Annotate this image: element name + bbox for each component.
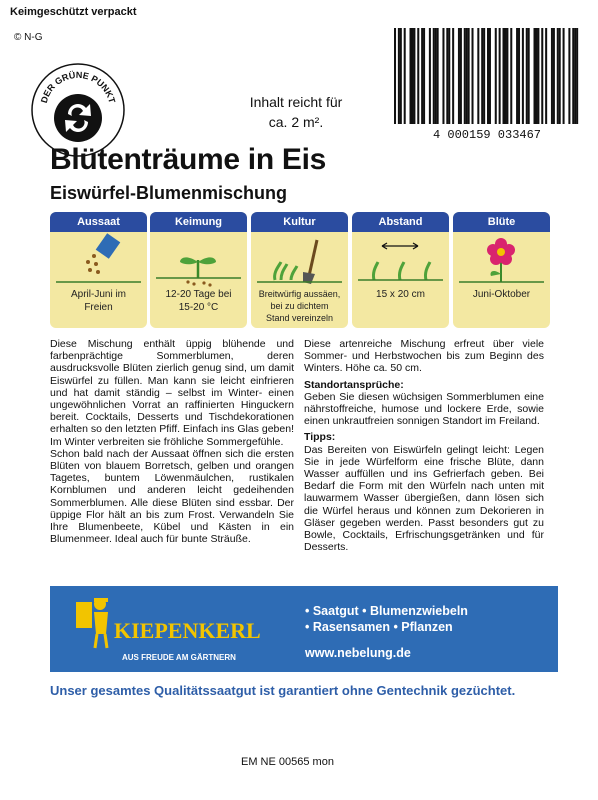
product-subtitle: Eiswürfel-Blumenmischung (50, 183, 288, 203)
kiepenkerl-figure-icon (76, 598, 108, 648)
banner-line: • Saatgut • Blumenzwiebeln (305, 604, 468, 618)
panel-header: Blüte (453, 212, 550, 232)
panel-bluete (453, 212, 550, 328)
spacing-icon (352, 232, 449, 288)
panel-kultur (251, 212, 348, 328)
kiepenkerl-logo (70, 590, 270, 668)
panel-text (453, 288, 550, 301)
content-info (226, 92, 366, 132)
standort-heading: Standortansprüche: (304, 378, 404, 391)
panel-text-line: Juni-Oktober (472, 289, 531, 300)
panel-keimung (150, 212, 247, 328)
tipps-heading: Tipps: (304, 431, 336, 444)
description-paragraph: Schon bald nach der Aussaat öffnen sich die ersten Blüten von blauem Borretsch, gelben und orangen Tagetes, buntem Löwenmäulchen, rustikalen Kornblumen und anderen leicht gedeihenden Sommerblumen. Alle diese Blüten sind essbar. Der üppige Flor hält an bis zum Frost. Verwandeln Sie Ihre Blumenbeete, Kübel und Kästen in ein Blumenmeer. Ideal auch für bunte Sträuße. (50, 447, 294, 546)
brand-slogan: AUS FREUDE AM GÄRTNERN (122, 653, 236, 662)
description-paragraph: Diese Mischung enthält üppig blühende und farbenprächtige Sommerblumen, deren ausdrucksvolle Blüten zierlich genug sind, um damit Eiswürfel zu füllen. Man kann sie leicht einfrieren und hat damit ständig – selbst im Winter- einen ungewöhnlichen Vorrat an raffinierten Hinguckern bereit. Cocktails, Desserts und Tischdekorationen erhalten so den letzten Pfiff. Einfach ins Glas geben! Im Winter verbreiten sie fröhliche Sommergefühle. (50, 338, 294, 448)
tipps-text: Das Bereiten von Eiswürfeln gelingt leicht: Legen Sie in jede Würfelform eine frische Blüte, dann Wasser auffüllen und ins Gefrierfach geben. Bei Bedarf die Form mit den Würfeln nach unten mit lauwarmem Wasser übergießen, dann lösen sich die Würfel heraus und können zum Dekorieren in Gläser gegeben werden. Passt besonders gut zu Bowle, Cocktails, Erfrischungsgetränken und für Desserts. (304, 443, 544, 554)
barcode-number: 4 000159 033467 (432, 128, 542, 142)
gruener-punkt-text: DER GRÜNE PUNKT (38, 69, 118, 105)
panel-text (150, 288, 247, 314)
top-label: Keimgeschützt verpackt (10, 6, 137, 18)
banner-line: • Rasensamen • Pflanzen (305, 620, 453, 634)
description-left (50, 338, 294, 545)
panel-text-line: Breitwürfig aussäen, (258, 289, 341, 299)
panel-text-line: bei zu dichtem (270, 301, 329, 311)
barcode (394, 28, 580, 142)
content-line-2: ca. 2 m². (268, 114, 324, 130)
panel-text (352, 288, 449, 301)
product-code: EM NE 00565 mon (241, 756, 334, 768)
panel-header: Abstand (352, 212, 449, 232)
banner-website: www.nebelung.de (305, 646, 411, 660)
product-title: Blütenträume in Eis (50, 143, 327, 176)
description-right (304, 338, 544, 553)
panel-text-line: 15-20 °C (178, 302, 219, 313)
panel-header: Kultur (251, 212, 348, 232)
panel-header: Keimung (150, 212, 247, 232)
description-paragraph: Diese artenreiche Mischung erfreut über viele Sommer- und Herbstwochen bis zum Beginn des Winters. Höhe ca. 50 cm. (304, 338, 544, 375)
panel-abstand (352, 212, 449, 328)
panel-text-line: 12-20 Tage bei (165, 289, 232, 300)
copyright: © N-G (14, 32, 43, 43)
panel-text-line: Stand vereinzeln (265, 313, 334, 323)
flower-icon (453, 232, 550, 288)
brand-name: KIEPENKERL (114, 618, 261, 643)
seed-bag-icon (50, 232, 147, 288)
seedling-icon (150, 232, 247, 288)
panel-text (251, 288, 348, 324)
panel-text-line: 15 x 20 cm (376, 289, 425, 300)
panel-aussaat (50, 212, 147, 328)
content-line-1: Inhalt reicht für (249, 94, 343, 110)
gmo-statement: Unser gesamtes Qualitätssaatgut ist garantiert ohne Gentechnik gezüchtet. (50, 683, 516, 698)
panel-text-line: Freien (84, 302, 113, 313)
panel-header: Aussaat (50, 212, 147, 232)
panel-text (50, 288, 147, 314)
spade-seedling-icon (251, 232, 348, 288)
panel-text-line: April-Juni im (70, 289, 126, 300)
banner-product-list (305, 603, 545, 661)
standort-text: Geben Sie diesen wüchsigen Sommerblumen eine nährstoffreiche, humose und lockere Erde, sowie einen unkrautfreien sonnigen Standort im Freiland. (304, 390, 544, 428)
